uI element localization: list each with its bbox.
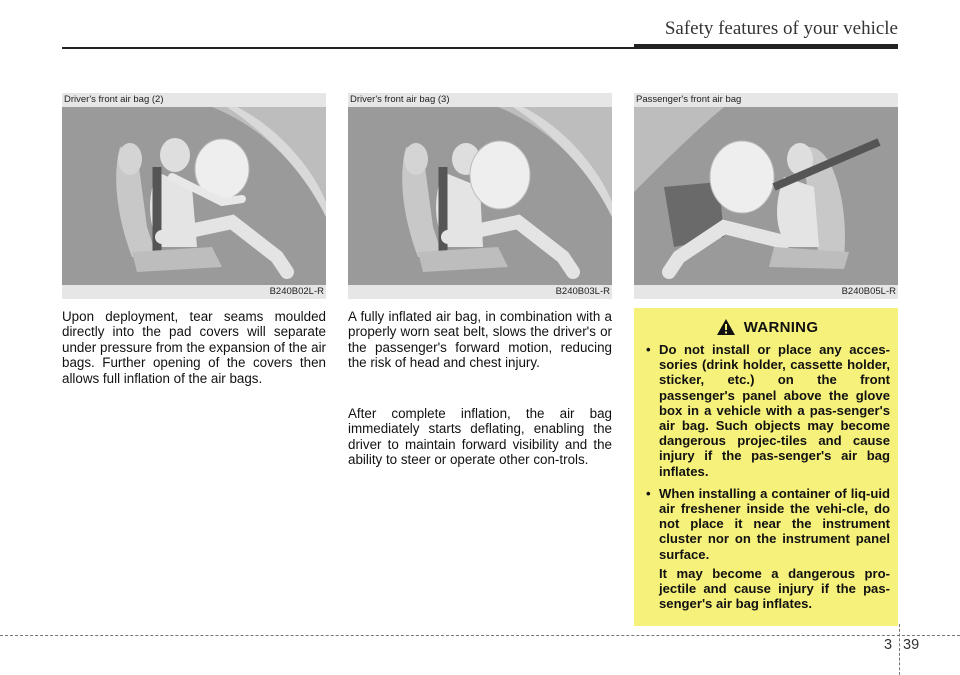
deflation-paragraph: After complete inflation, the air bag immediately starts deflating, enabling the driver to maintain forward visibility and the ability to steer or operate other con-trols.	[348, 406, 612, 468]
warning-box	[634, 308, 898, 626]
warning-item	[644, 486, 890, 562]
warning-triangle-icon	[716, 318, 736, 336]
warning-item	[644, 342, 890, 479]
chapter-number: 3	[884, 637, 893, 653]
deployment-paragraph: Upon deployment, tear seams moulded directly into the pad covers will separate under pressure from the expansion of the air bags. Further opening of the covers then allows full inflation of the air bags.	[62, 309, 326, 386]
header-accent-bar	[634, 44, 898, 49]
figure-caption: Passenger's front air bag	[634, 93, 898, 107]
figure-code: B240B05L-R	[634, 285, 898, 299]
inflation-paragraph: A fully inflated air bag, in combination with a properly worn seat belt, slows the driver's or the passenger's forward motion, reducing the risk of head and chest injury.	[348, 309, 612, 371]
figure-caption: Driver's front air bag (2)	[62, 93, 326, 107]
warning-title: WARNING	[743, 318, 819, 336]
warning-item-text: When installing a container of liq-uid air freshener inside the vehi-cle, do not place it near the instrument cluster nor on the instrument panel surface.	[659, 485, 890, 562]
section-title: Safety features of your vehicle	[664, 18, 898, 39]
warning-header	[644, 318, 890, 336]
passenger-airbag-illustration	[634, 107, 898, 285]
figure-code: B240B02L-R	[62, 285, 326, 299]
driver-airbag-inflated-illustration	[348, 107, 612, 285]
figure-passenger-airbag	[634, 93, 898, 299]
figure-driver-airbag-3	[348, 93, 612, 299]
page-number-divider	[899, 624, 900, 675]
footer-rule	[0, 635, 960, 636]
figure-driver-airbag-2	[62, 93, 326, 299]
bullet: •	[646, 485, 651, 501]
figure-code: B240B03L-R	[348, 285, 612, 299]
page-number: 39	[903, 637, 920, 653]
figure-caption: Driver's front air bag (3)	[348, 93, 612, 107]
warning-item-text: Do not install or place any acces-sories (drink holder, cassette holder, sticker, etc.) on the front passenger's panel above the glove box in a vehicle with a pas-senger's air bag. Such objects may become dangerous projec-tiles and cause injury if the pas-senger's air bag inflates.	[659, 342, 890, 479]
warning-continuation	[644, 566, 890, 612]
warning-continuation-text: It may become a dangerous pro-jectile and cause injury if the pas-senger's air bag inflates.	[659, 565, 890, 612]
bullet: •	[646, 342, 651, 357]
driver-airbag-illustration	[62, 107, 326, 285]
